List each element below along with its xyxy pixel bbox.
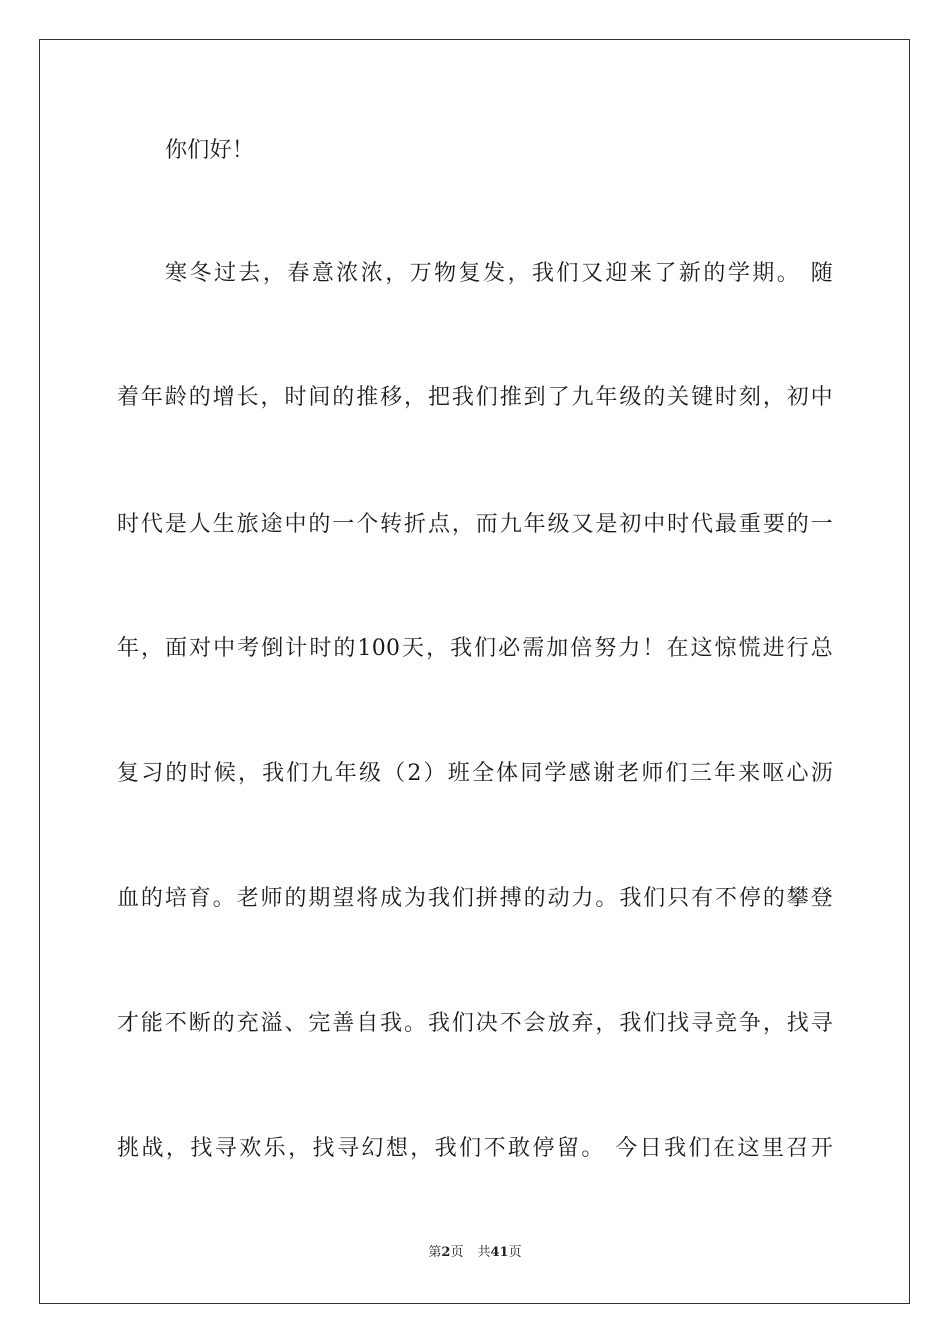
greeting-line: 你们好！	[165, 138, 255, 163]
body-line-6: 血的培育。老师的期望将成为我们拼搏的动力。我们只有不停的攀登	[117, 886, 833, 911]
page-prefix: 第	[428, 1245, 442, 1260]
page-border	[39, 39, 910, 1304]
body-line-4: 年，面对中考倒计时的100天，我们必需加倍努力！在这惊慌进行总	[117, 636, 833, 661]
total-suffix: 页	[508, 1245, 522, 1260]
body-line-2: 着年龄的增长，时间的推移，把我们推到了九年级的关键时刻，初中	[117, 385, 833, 410]
current-page-number: 2	[441, 1245, 451, 1260]
body-line-8: 挑战，找寻欢乐，找寻幻想，我们不敢停留。 今日我们在这里召开	[117, 1136, 833, 1161]
body-line-7: 才能不断的充溢、完善自我。我们决不会放弃，我们找寻竞争，找寻	[117, 1011, 833, 1036]
page-footer	[0, 1244, 950, 1262]
page-suffix: 页	[450, 1245, 464, 1260]
body-line-3: 时代是人生旅途中的一个转折点，而九年级又是初中时代最重要的一	[117, 512, 833, 537]
body-line-1: 寒冬过去，春意浓浓，万物复发，我们又迎来了新的学期。 随	[165, 261, 833, 286]
total-prefix: 共	[477, 1245, 491, 1260]
total-pages-number: 41	[490, 1245, 509, 1260]
body-line-5: 复习的时候，我们九年级（2）班全体同学感谢老师们三年来呕心沥	[117, 761, 833, 786]
